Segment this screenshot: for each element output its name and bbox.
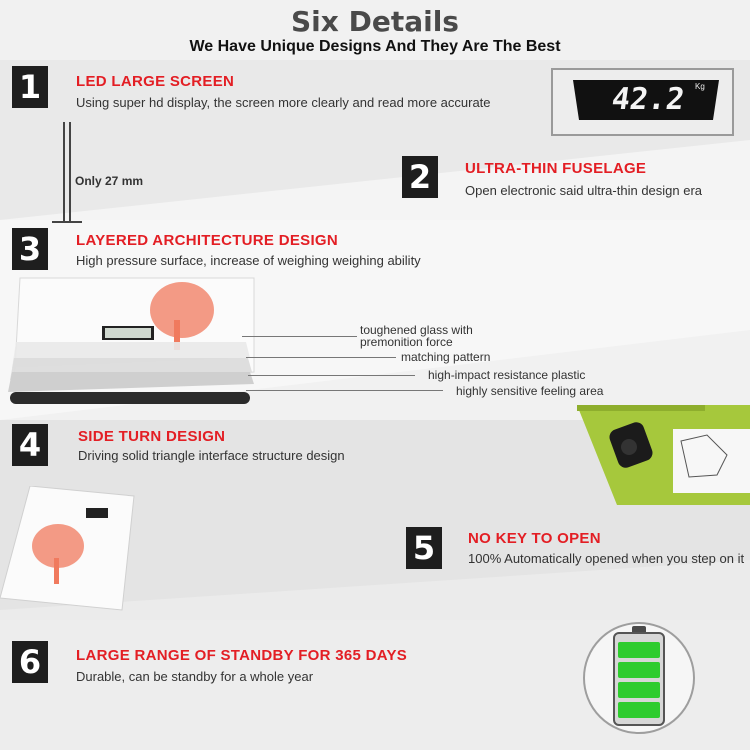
thickness-label: Only 27 mm [75,174,144,188]
section-3-number: 3 [12,228,48,270]
section-3-desc: High pressure surface, increase of weighing weighing ability [76,253,421,268]
section-4-desc: Driving solid triangle interface structure design [78,448,345,463]
product-scale-photo [0,486,135,611]
section-6-desc: Durable, can be standby for a whole year [76,669,314,684]
section-5-number: 5 [406,527,442,569]
section-5-title: NO KEY TO OPEN [468,530,601,547]
section-4-title: SIDE TURN DESIGN [78,428,226,445]
battery-icon [582,620,696,736]
layer-label-1: toughened glass with premonition force [360,323,473,349]
layer-line-3 [248,375,415,376]
section-3-title: LAYERED ARCHITECTURE DESIGN [76,232,339,249]
layer-label-3: high-impact resistance plastic [428,368,586,382]
section-4-number: 4 [12,424,48,466]
page-subtitle: We Have Unique Designs And They Are The Best [189,38,561,55]
section-1-title: LED LARGE SCREEN [76,73,235,90]
section-2-desc: Open electronic said ultra-thin design era [465,183,703,198]
layer-line-4 [246,390,443,391]
section-1-desc: Using super hd display, the screen more clearly and read more accurate [76,95,491,110]
page-title: Six Details [291,5,459,38]
layer-line-2 [246,357,396,358]
section-6-title: LARGE RANGE OF STANDBY FOR 365 DAYS [76,647,408,664]
section-2-title: ULTRA-THIN FUSELAGE [465,160,647,177]
lcd-display-panel [551,68,734,136]
section-6-number: 6 [12,641,48,683]
layer-label-2: matching pattern [401,350,491,364]
thin-profile-drawing [48,118,88,228]
lcd-reading: 42.2 [609,82,687,117]
side-turn-illustration [577,405,750,505]
lcd-unit: Kg [695,82,705,91]
section-2-number: 2 [402,156,438,198]
section-5-desc: 100% Automatically opened when you step on it [468,551,745,566]
layer-label-4: highly sensitive feeling area [456,384,604,398]
layered-scale-illustration [6,276,266,410]
section-1-number: 1 [12,66,48,108]
layer-line-1 [242,336,357,337]
